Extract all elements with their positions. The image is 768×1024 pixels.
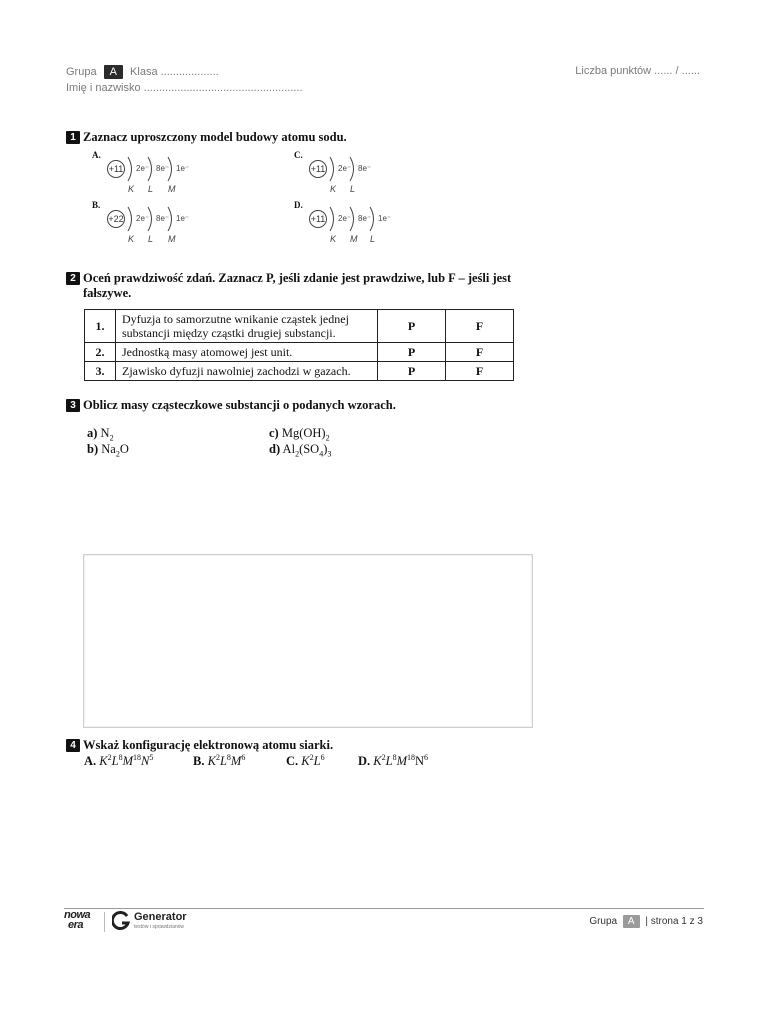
atom-diagram <box>306 156 416 196</box>
footer-page-info <box>589 915 703 928</box>
answer-box[interactable] <box>83 554 533 728</box>
formula-b-label: b) <box>87 442 99 456</box>
points-field: Liczba punktów ...... / ...... <box>575 65 700 77</box>
option-letter: B. <box>92 200 101 210</box>
shell-label: M <box>168 184 176 194</box>
question-3-number: 3 <box>66 399 80 412</box>
shell-label: L <box>370 234 376 244</box>
class-field: Klasa ................... <box>130 66 219 78</box>
atom-diagram <box>104 156 214 196</box>
shell-label: K <box>128 234 135 244</box>
option-letter: A. <box>92 150 101 160</box>
question-3-title <box>66 398 396 413</box>
table-row <box>85 343 514 362</box>
shell-electrons: 2e⁻ <box>338 164 352 173</box>
shell-electrons: 2e⁻ <box>338 214 352 223</box>
footer-group-badge: A <box>623 915 640 928</box>
logo-generator-title: Generator <box>134 911 187 923</box>
formula-d: d) $Al_2(SO_4)_3$ <box>269 442 332 459</box>
row-number: 1. <box>85 310 116 343</box>
option-f[interactable]: F <box>446 343 514 362</box>
generator-g-icon <box>112 911 130 931</box>
group-label: Grupa <box>66 66 97 78</box>
formula-c: c) $Mg(OH)_2$ <box>269 426 330 443</box>
electron-shell <box>128 157 132 181</box>
row-number: 2. <box>85 343 116 362</box>
option-letter: D. <box>358 754 371 769</box>
group-class-line <box>66 65 219 79</box>
config-option-d[interactable]: D. $K^2L^8M^{18}N^6$ <box>358 753 429 769</box>
generator-logo <box>112 911 187 936</box>
atom-diagram <box>104 206 214 246</box>
shell-label: K <box>330 234 337 244</box>
footer-group-label: Grupa <box>589 916 618 927</box>
question-4-text: Wskaż konfigurację elektronową atomu siarki. <box>83 738 334 752</box>
logo-nowa-text: nowa <box>64 909 91 921</box>
group-badge: A <box>104 65 123 79</box>
question-2-title <box>66 271 511 301</box>
footer-divider <box>64 908 704 909</box>
formula-d-label: d) <box>269 442 281 456</box>
question-1-number: 1 <box>66 131 80 144</box>
option-p[interactable]: P <box>378 362 446 381</box>
logo-separator <box>104 912 105 932</box>
shell-electrons: 8e⁻ <box>156 164 170 173</box>
shell-electrons: 1e⁻ <box>378 214 392 223</box>
option-letter: C. <box>286 754 299 769</box>
nucleus-charge: +11 <box>310 164 326 174</box>
option-f[interactable]: F <box>446 362 514 381</box>
config-option-c[interactable]: C. $K^2L^6$ <box>286 753 325 769</box>
shell-label: K <box>128 184 135 194</box>
question-2-text-line1: Oceń prawdziwość zdań. Zaznacz P, jeśli zdanie jest prawdziwe, lub F – jeśli jest <box>83 271 512 285</box>
page-number: | strona 1 z 3 <box>645 916 703 927</box>
nowa-era-logo <box>64 910 90 930</box>
option-letter: D. <box>294 200 303 210</box>
row-number: 3. <box>85 362 116 381</box>
shell-electrons: 1e⁻ <box>176 214 190 223</box>
option-p[interactable]: P <box>378 343 446 362</box>
option-letter: B. <box>193 754 205 769</box>
shell-electrons: 1e⁻ <box>176 164 190 173</box>
question-2-number: 2 <box>66 272 80 285</box>
shell-label: K <box>330 184 337 194</box>
shell-label: L <box>148 234 154 244</box>
table-row <box>85 310 514 343</box>
statement-cell: Jednostką masy atomowej jest unit. <box>116 343 378 362</box>
nucleus-charge: +11 <box>108 164 124 174</box>
shell-electrons: 2e⁻ <box>136 164 150 173</box>
config-option-a[interactable]: A. $K^2L^8M^{18}N^5$ <box>84 753 154 769</box>
option-letter: A. <box>84 754 97 769</box>
nucleus-charge: +22 <box>108 214 124 224</box>
formula-a-label: a) <box>87 426 98 440</box>
electron-shell <box>128 207 132 231</box>
option-letter: C. <box>294 150 303 160</box>
shell-label: M <box>350 234 358 244</box>
shell-electrons: 8e⁻ <box>358 164 372 173</box>
shell-label: L <box>350 184 356 194</box>
shell-label: M <box>168 234 176 244</box>
question-3-text: Oblicz masy cząsteczkowe substancji o podanych wzorach. <box>83 398 396 412</box>
logo-generator-subtitle: testów i sprawdzianów <box>134 924 185 930</box>
question-2-text-line2: fałszywe. <box>83 286 132 300</box>
name-field: Imię i nazwisko .................................................... <box>66 82 303 94</box>
nucleus-charge: +11 <box>310 214 326 224</box>
question-4-title <box>66 738 333 753</box>
formula-c-label: c) <box>269 426 279 440</box>
statement-text: Dyfuzja to samorzutne wnikanie cząstek jednej <box>122 312 349 326</box>
question-4-number: 4 <box>66 739 80 752</box>
shell-electrons: 8e⁻ <box>358 214 372 223</box>
statement-cell: Zjawisko dyfuzji nawolniej zachodzi w gazach. <box>116 362 378 381</box>
electron-shell <box>330 207 334 231</box>
option-f[interactable]: F <box>446 310 514 343</box>
formula-a: a) $N_2$ <box>87 426 114 443</box>
question-1-text: Zaznacz uproszczony model budowy atomu sodu. <box>83 130 347 144</box>
shell-label: L <box>148 184 154 194</box>
question-1-title <box>66 130 347 145</box>
atom-diagram <box>306 206 416 246</box>
shell-electrons: 8e⁻ <box>156 214 170 223</box>
shell-electrons: 2e⁻ <box>136 214 150 223</box>
config-option-b[interactable]: B. $K^2L^8M^6$ <box>193 753 246 769</box>
logo-era-text: era <box>68 919 84 931</box>
option-p[interactable]: P <box>378 310 446 343</box>
formula-b: b) $Na_2O$ <box>87 442 129 459</box>
table-row <box>85 362 514 381</box>
statement-cell <box>116 310 378 343</box>
statement-text: substancji między cząstki drugiej substancji. <box>122 326 336 340</box>
electron-shell <box>330 157 334 181</box>
true-false-table <box>84 309 514 381</box>
